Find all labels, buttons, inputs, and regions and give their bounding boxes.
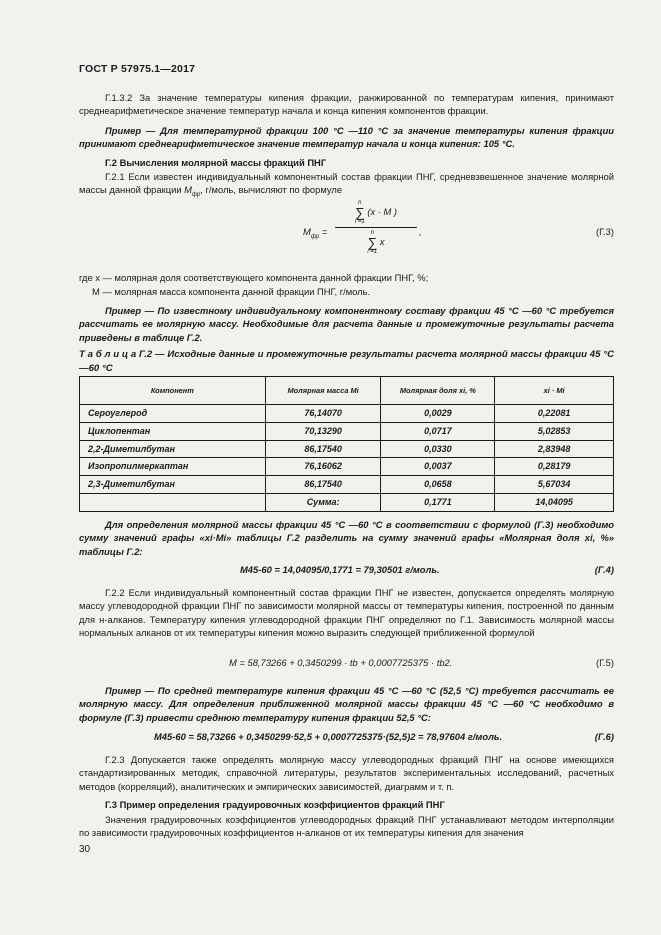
paragraph-g3: Значения градуировочных коэффициентов углеводородных фракций ПНГ устанавливают методом интерполяции по зависимости градуировочных коэффициентов н-алканов от их температуры кипения для значения	[79, 814, 614, 839]
data-table-g2	[79, 376, 614, 512]
standard-header: ГОСТ Р 57975.1—2017	[79, 63, 196, 75]
cell-product: 2,83948	[495, 440, 614, 458]
sum-upper-limit-den: n	[370, 230, 375, 236]
formula-g4: M45-60 = 14,04095/0,1771 = 79,30501 г/моль.	[240, 564, 440, 575]
cell-molar-mass: 86,17540	[265, 476, 381, 494]
sigma-icon: ∑	[355, 205, 365, 220]
cell-component: Циклопентан	[80, 422, 266, 440]
formula-g3-denominator	[335, 230, 417, 255]
section-heading-g2: Г.2 Вычисления молярной массы фракций ПНГ	[105, 157, 327, 168]
where-line-1: где x — молярная доля соответствующего компонента данной фракции ПНГ, %;	[79, 272, 429, 283]
formula-g3-m-sub: фр	[310, 233, 320, 240]
formula-g3-comma: ,	[419, 226, 422, 237]
cell-component: 2,3-Диметилбутан	[80, 476, 266, 494]
sum-lower-limit: i =1	[354, 219, 365, 225]
paragraph-g22: Г.2.2 Если индивидуальный компонентный состав фракции ПНГ не известен, допускается определять молярную массу углеводородной фракции ПНГ по зависимости молярной массы от температуры кипения, построенной по данным для н-алканов. Температуру кипения углеводородной фракции ПНГ определяют по Г.1. Зависимость молярной массы нормальных алканов от их температуры кипения можно выразить следующей приближенной формулой	[79, 587, 614, 639]
cell-molar-fraction: 0,0037	[381, 458, 495, 476]
table-caption: Т а б л и ц а Г.2 — Исходные данные и промежуточные результаты расчета молярной массы фракции 45 °С —60 °С	[79, 349, 614, 374]
paragraph-g21-tail: , г/моль, вычисляют по формуле	[200, 184, 343, 196]
fraction-bar	[335, 227, 417, 228]
cell-component: 2,2-Диметилбутан	[80, 440, 266, 458]
cell-component: Сероуглерод	[80, 405, 266, 423]
cell-molar-mass: 76,14070	[265, 405, 381, 423]
example-2: Пример — По известному индивидуальному компонентному составу фракции 45 °С —60 °С требуется рассчитать ее молярную массу. Необходимые для расчета данные и промежуточные результаты расчета приведены в таблице Г.2.	[79, 305, 614, 343]
formula-g5: M = 58,73266 + 0,3450299 · tb + 0,0007725375 · tb2.	[229, 657, 453, 668]
equation-number-g3: (Г.3)	[596, 226, 614, 237]
table-row	[80, 405, 614, 423]
table-row	[80, 422, 614, 440]
col-header-molar-mass: Молярная масса Mi	[265, 377, 381, 405]
formula-g3-m: M	[303, 226, 311, 237]
cell-molar-fraction: 0,0717	[381, 422, 495, 440]
denominator-expression: x	[379, 235, 385, 247]
paragraph-g21	[79, 170, 614, 200]
formula-g6: M45-60 = 58,73266 + 0,3450299·52,5 + 0,0007725375·(52,5)2 = 78,97604 г/моль.	[154, 731, 503, 742]
col-header-product: xi · Mi	[495, 377, 614, 405]
formula-g3-lhs	[303, 225, 327, 241]
sigma-icon-den: ∑	[367, 235, 377, 250]
equation-number-g5: (Г.5)	[596, 657, 614, 668]
cell-empty	[80, 493, 266, 511]
cell-molar-fraction: 0,0330	[381, 440, 495, 458]
table-row	[80, 476, 614, 494]
sum-lower-limit-den: i =1	[367, 249, 378, 255]
cell-total-label: Сумма:	[265, 493, 381, 511]
cell-component: Изопропилмеркаптан	[80, 458, 266, 476]
cell-molar-fraction: 0,0658	[381, 476, 495, 494]
table-row	[80, 458, 614, 476]
formula-g3-fraction	[335, 200, 417, 255]
example-3: Пример — По средней температуре кипения фракции 45 °С —60 °С (52,5 °С) требуется рассчитать ее молярную массу. Для определения приближенной молярной массы фракции 45 °С —60 °С необходимо в формуле (Г.3) привести среднюю температуру кипения фракции 52,5 °С:	[79, 685, 614, 723]
cell-total-fraction: 0,1771	[381, 493, 495, 511]
table-header-row	[80, 377, 614, 405]
formula-g3-numerator	[335, 200, 417, 225]
equation-number-g4: (Г.4)	[594, 564, 614, 575]
col-header-component: Компонент	[80, 377, 266, 405]
symbol-m-sub: фр	[191, 192, 201, 199]
cell-product: 0,28179	[495, 458, 614, 476]
equation-number-g6: (Г.6)	[594, 731, 614, 742]
table-row	[80, 440, 614, 458]
cell-product: 5,67034	[495, 476, 614, 494]
paragraph-g23: Г.2.3 Допускается также определять молярную массу углеводородных фракций ПНГ на основе имеющихся стандартизированных методик, справочной литературы, результатов экспериментальных исследований, расчетных методов (корреляций), аналитических и эмпирических зависимостей, диаграмм и т. п.	[79, 754, 614, 792]
numerator-expression: (x · M )	[367, 205, 398, 217]
cell-product: 0,22081	[495, 405, 614, 423]
cell-product: 5,02853	[495, 422, 614, 440]
col-header-molar-fraction: Молярная доля xi, %	[381, 377, 495, 405]
paragraph-g21-text: Г.2.1 Если известен индивидуальный компонентный состав фракции ПНГ, средневзвешенное значение молярной массы данной фракции	[79, 171, 614, 196]
calc-paragraph: Для определения молярной массы фракции 45 °С —60 °С в соответствии с формулой (Г.3) необходимо сумму значений графы «xi·Mi» таблицы Г.2 разделить на сумму значений графы «Молярная доля xi, %» таблицы Г.2:	[79, 519, 614, 557]
cell-molar-mass: 76,16062	[265, 458, 381, 476]
cell-total-product: 14,04095	[495, 493, 614, 511]
section-heading-g3: Г.3 Пример определения градуировочных коэффициентов фракций ПНГ	[105, 799, 445, 810]
cell-molar-mass: 86,17540	[265, 440, 381, 458]
cell-molar-fraction: 0,0029	[381, 405, 495, 423]
formula-g3-eq: =	[321, 226, 328, 237]
symbol-m: M	[184, 184, 192, 196]
paragraph-g132: Г.1.3.2 За значение температуры кипения фракции, ранжированной по температурам кипения, принимают среднеарифметическое значение температур начала и конца кипения компонентов фракции.	[79, 92, 614, 117]
cell-molar-mass: 70,13290	[265, 422, 381, 440]
where-line-2: M — молярная масса компонента данной фракции ПНГ, г/моль.	[92, 286, 371, 297]
page-number: 30	[79, 844, 91, 855]
sum-upper-limit: n	[358, 200, 362, 206]
table-total-row	[80, 493, 614, 511]
example-1: Пример — Для температурной фракции 100 °С —110 °С за значение температуры кипения фракции принимают среднеарифметическое значение температур начала и конца кипения: 105 °С.	[79, 125, 614, 150]
